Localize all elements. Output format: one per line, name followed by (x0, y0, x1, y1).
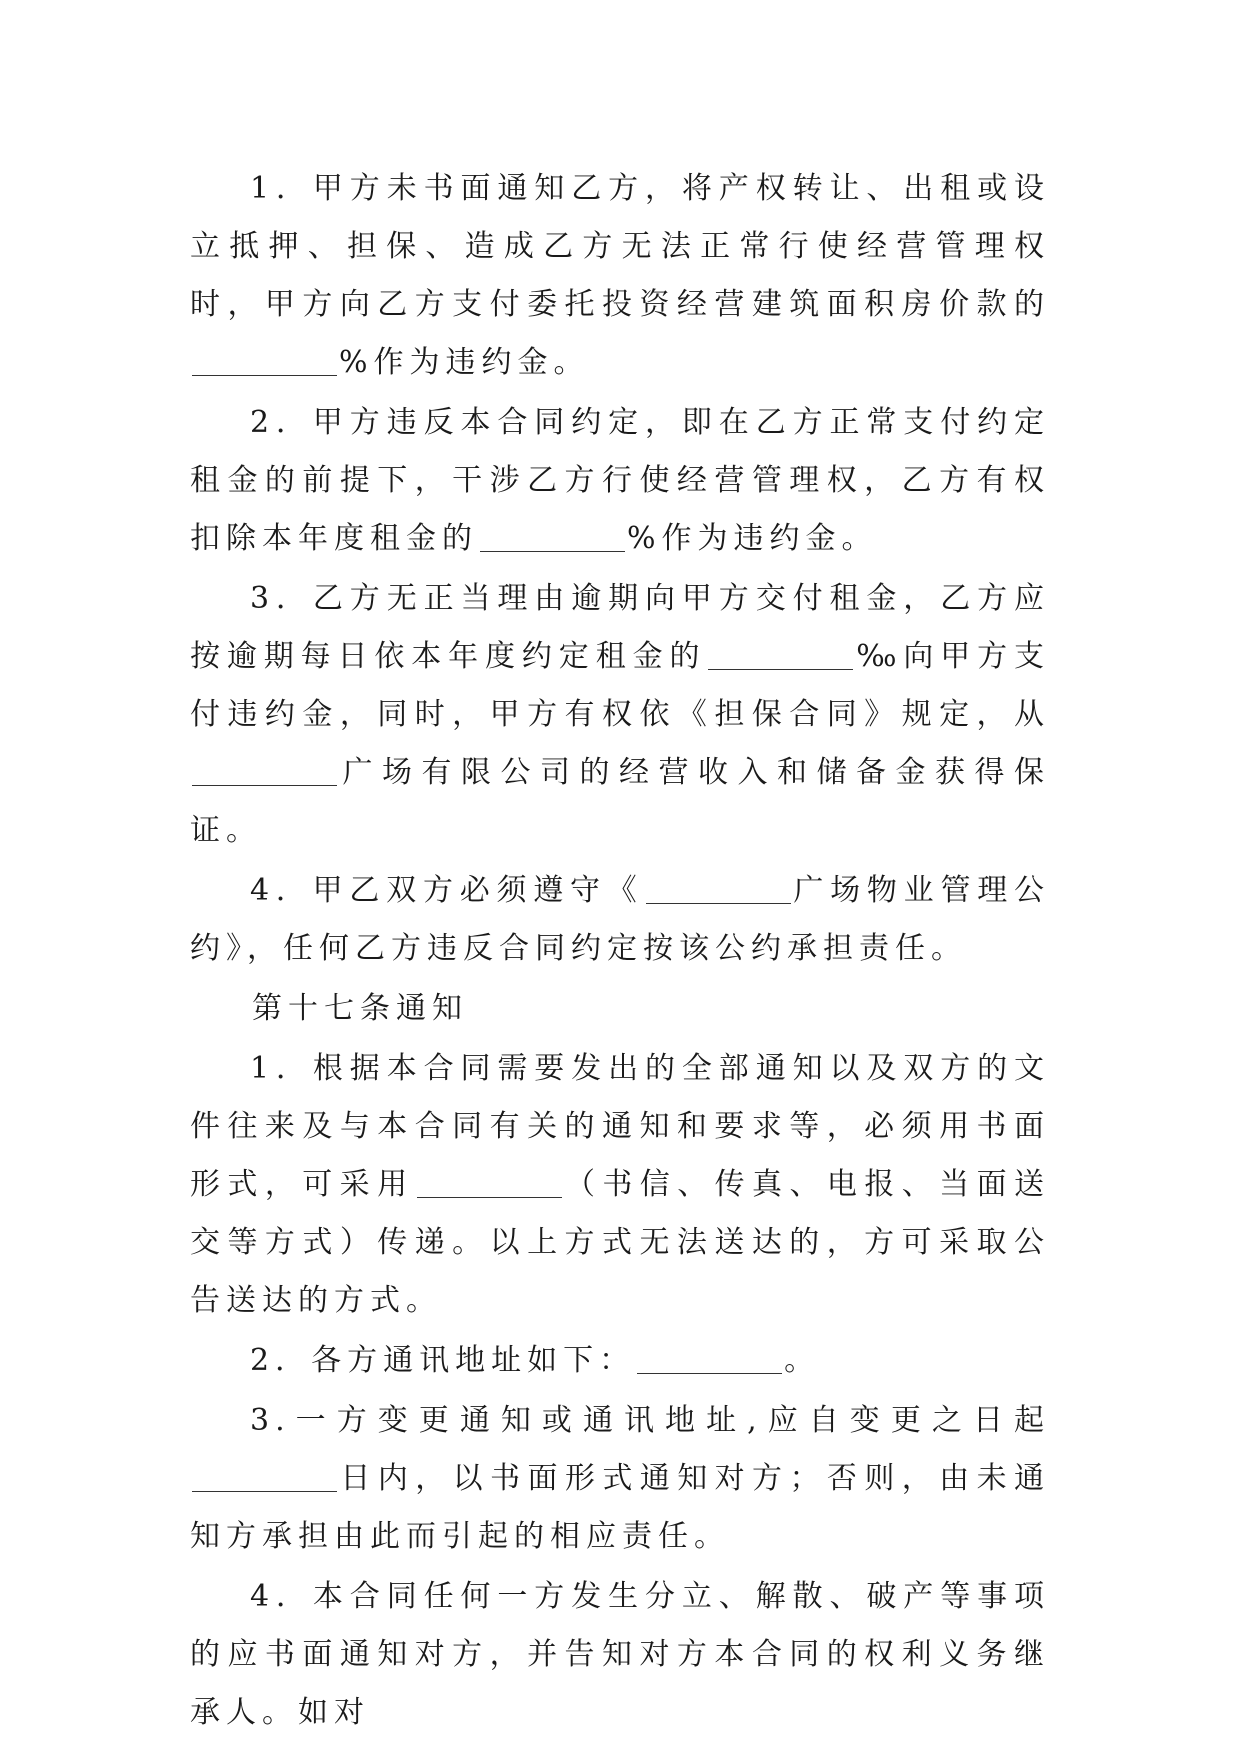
clause-text: 2．各方通讯地址如下： (250, 1343, 636, 1378)
section-heading: 第十七条通知 (252, 991, 468, 1026)
notice-paragraph-3 (190, 1392, 1050, 1566)
notice-paragraph-4 (190, 1568, 1050, 1742)
clause-text: %作为违约金。 (627, 521, 878, 556)
clause-text: 2．甲方违反本合同约定，即在乙方正常支付约定租金的前提下，干涉乙方行使经营管理权，乙方有权扣除本年度租金的 (190, 405, 1050, 556)
clause-text: 4．本合同任何一方发生分立、解散、破产等事项的应书面通知对方，并告知对方本合同的权利义务继承人。如对 (190, 1579, 1050, 1730)
clause-paragraph-2 (190, 394, 1050, 568)
fill-blank[interactable] (708, 639, 853, 670)
document-body (190, 160, 1050, 1742)
fill-blank[interactable] (646, 873, 791, 904)
clause-text: %作为违约金。 (339, 345, 590, 380)
clause-text: 1．根据本合同需要发出的全部通知以及双方的文件往来及与本合同有关的通知和要求等，必须用书面形式，可采用 (190, 1051, 1050, 1202)
notice-paragraph-2 (190, 1332, 1050, 1390)
clause-text: 3.一方变更通知或通讯地址,应自变更之日起 (250, 1403, 1050, 1438)
clause-text: 。 (784, 1343, 821, 1378)
fill-blank[interactable] (637, 1343, 782, 1374)
clause-paragraph-4 (190, 862, 1050, 978)
clause-paragraph-3 (190, 570, 1050, 860)
clause-text: 广场有限公司的经营收入和储备金获得保证。 (190, 755, 1050, 848)
clause-text: 1．甲方未书面通知乙方，将产权转让、出租或设立抵押、担保、造成乙方无法正常行使经营管理权时，甲方向乙方支付委托投资经营建筑面积房价款的 (190, 171, 1050, 322)
fill-blank[interactable] (192, 345, 337, 376)
clause-text: 3．乙方无正当理由逾期向甲方交付租金，乙方应按逾期每日依本年度约定租金的 (190, 581, 1050, 674)
clause-text: ‰向甲方支付违约金，同时，甲方有权依《担保合同》规定，从 (190, 639, 1051, 732)
clause-text: 广场物业管理公约》，任何乙方违反合同约定按该公约承担责任。 (190, 873, 1051, 966)
clause-text: 日内，以书面形式通知对方；否则，由未通知方承担由此而引起的相应责任。 (190, 1461, 1050, 1554)
clause-text: 4．甲乙双方必须遵守《 (250, 873, 644, 908)
notice-paragraph-1 (190, 1040, 1050, 1330)
fill-blank[interactable] (192, 755, 337, 786)
clause-paragraph-1 (190, 160, 1050, 392)
fill-blank[interactable] (417, 1167, 562, 1198)
clause-text: （书信、传真、电报、当面送交等方式）传递。以上方式无法送达的，方可采取公告送达的方式。 (190, 1167, 1051, 1318)
fill-blank[interactable] (192, 1461, 337, 1492)
fill-blank[interactable] (480, 521, 625, 552)
